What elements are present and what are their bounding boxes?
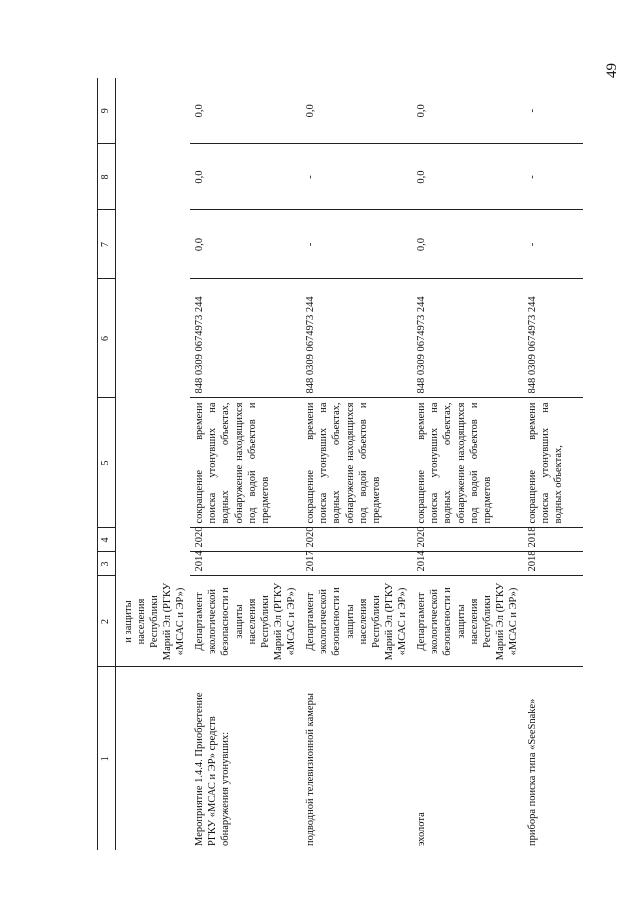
cell-activity: Мероприятие 1.4.4. Приобретение РГКУ «МСАС и ЭР» средств обнаружения утонувших: (194, 692, 232, 846)
continuation-row (115, 78, 190, 850)
cell-start-year: 2017 (301, 552, 412, 576)
cell-budget-code: 848 0309 0674973 244 (190, 279, 301, 398)
cell-result: сокращение времени поиска утонувших на водных объектах, (523, 398, 583, 528)
cell-activity: прибора поиска типа «SeeSnake» (527, 698, 539, 846)
header-cell: 1 (98, 667, 116, 850)
cell-value-9: - (523, 78, 583, 144)
cell-value-7: - (523, 210, 583, 279)
cell-end-year: 2018 (523, 528, 583, 552)
cell-start-year: 2018 (523, 552, 583, 576)
cell-result: сокращение времени поиска утонувших на водных объектах, обнаружение находящихся под водой объектов и предметов (412, 398, 523, 528)
cell-activity (115, 667, 190, 850)
cell-executor: Департамент экологической безопасности и защиты населения Республики Марий Эл (РГКУ «МСАС и ЭР») (301, 576, 412, 667)
header-cell: 9 (98, 78, 116, 144)
cell-start-year: 2014 (190, 552, 301, 576)
cell-executor: Департамент экологической безопасности и защиты населения Республики Марий Эл (РГКУ «МСАС и ЭР») (190, 576, 301, 667)
cell-result: сокращение времени поиска утонувших на водных объектах, обнаружение находящихся под водой объектов и предметов (301, 398, 412, 528)
table-row (190, 78, 301, 850)
cell-value-9: 0,0 (412, 78, 523, 144)
header-cell: 2 (98, 576, 116, 667)
cell-executor: и защиты населения Республики Марий Эл (РГКУ «МСАС и ЭР») (115, 576, 190, 667)
cell-activity: эхолота (416, 812, 428, 846)
cell-value-8: - (523, 144, 583, 210)
header-cell: 4 (98, 528, 116, 552)
cell-budget-code: 848 0309 0674973 244 (412, 279, 523, 398)
cell-value-7: - (301, 210, 412, 279)
header-cell: 3 (98, 552, 116, 576)
table-row (301, 78, 412, 850)
cell-result: сокращение времени поиска утонувших на водных объектах, обнаружение находящихся под водой объектов и предметов (190, 398, 301, 528)
cell-value-9: 0,0 (301, 78, 412, 144)
program-table (97, 78, 583, 850)
cell-executor: Департамент экологической безопасности и защиты населения Республики Марий Эл (РГКУ «МСАС и ЭР») (412, 576, 523, 667)
header-cell: 7 (98, 210, 116, 279)
cell-budget-code: 848 0309 0674973 244 (301, 279, 412, 398)
cell-end-year: 2020 (190, 528, 301, 552)
header-cell: 8 (98, 144, 116, 210)
cell-executor (523, 576, 583, 667)
header-cell: 6 (98, 279, 116, 398)
table-row (523, 78, 583, 850)
cell-activity: подводной телевизионной камеры (305, 693, 317, 846)
cell-end-year: 2020 (412, 528, 523, 552)
cell-end-year: 2020 (301, 528, 412, 552)
cell-value-8: 0,0 (190, 144, 301, 210)
cell-budget-code: 848 0309 0674973 244 (523, 279, 583, 398)
header-row (98, 78, 116, 850)
cell-value-7: 0,0 (190, 210, 301, 279)
cell-value-7: 0,0 (412, 210, 523, 279)
table-row (412, 78, 523, 850)
cell-value-9: 0,0 (190, 78, 301, 144)
cell-value-8: - (301, 144, 412, 210)
header-cell: 5 (98, 398, 116, 528)
cell-start-year: 2014 (412, 552, 523, 576)
page-number: 49 (604, 63, 620, 78)
cell-value-8: 0,0 (412, 144, 523, 210)
